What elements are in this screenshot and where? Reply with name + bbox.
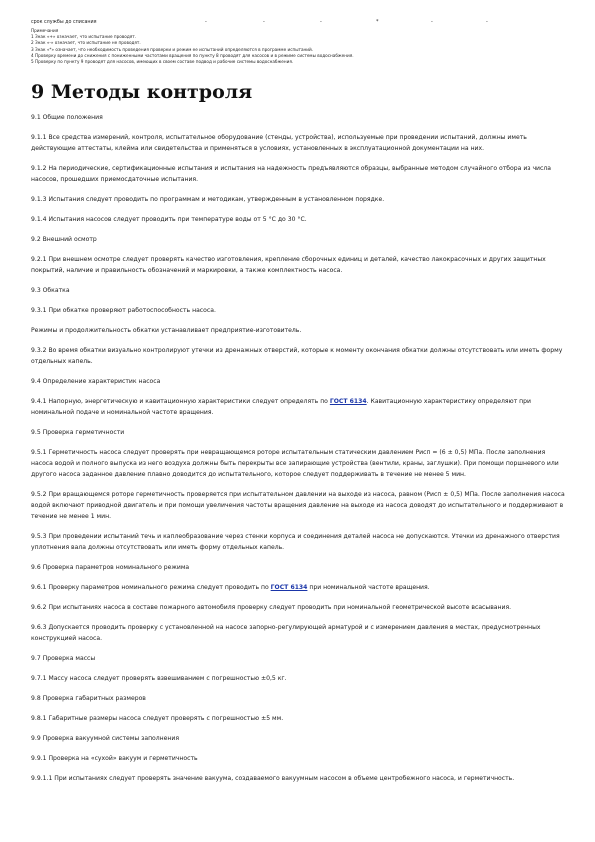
table-cell: * bbox=[376, 19, 379, 25]
paragraph: 9.3.1 При обкатке проверяют работоспособность насоса. bbox=[31, 307, 216, 314]
paragraph bbox=[31, 582, 565, 593]
table-notes bbox=[31, 28, 571, 65]
gost-link[interactable]: ГОСТ 6134 bbox=[270, 584, 308, 591]
subsection-title: 9.2 Внешний осмотр bbox=[31, 236, 97, 243]
section-body bbox=[31, 112, 565, 784]
paragraph: 9.9.1.1 При испытаниях следует проверять значение вакуума, создаваемого вакуумным насосом в объеме центробежного насоса, и герметичность. bbox=[31, 775, 515, 782]
table-cell: - bbox=[205, 19, 207, 25]
table-cell: - bbox=[486, 19, 488, 25]
paragraph: 9.3.2 Во время обкатки визуально контролируют утечки из дренажных отверстий, которые к моменту окончания обкатки должны отсутствовать или иметь форму отдельных капель. bbox=[31, 347, 563, 365]
subsection-title: 9.4 Определение характеристик насоса bbox=[31, 378, 161, 385]
paragraph: 9.8.1 Габаритные размеры насоса следует проверять с погрешностью ±5 мм. bbox=[31, 715, 284, 722]
paragraph-text: при номинальной частоте вращения. bbox=[307, 584, 430, 591]
paragraph: Режимы и продолжительность обкатки устанавливает предприятие-изготовитель. bbox=[31, 327, 302, 334]
table-row-label: срок службы до списания bbox=[31, 20, 97, 25]
paragraph: 9.5.1 Герметичность насоса следует проверять при невращающемся роторе испытательным статическим давлением Pисп = (6 ± 0,5) МПа. После заполнения насоса водой и полного выпуска из него воздуха должны быть перекрыты все запирающие устройства (вентили, краны, заглушки). При помощи поршневого или другого насоса заданное давление плавно доводится до испытательного, которое следует поддерживать в течение не менее 5 мин. bbox=[31, 449, 559, 478]
note-line: 5 Проверку по пункту 9 проводят для насосов, имеющих в своем составе подвод и рабочие системы водоснабжения. bbox=[31, 59, 294, 65]
table-cell: - bbox=[431, 19, 433, 25]
note-line: 3 Знак «*» означает, что необходимость проведения проверки и режим ее испытаний определяются в программе испытаний. bbox=[31, 46, 314, 52]
table-cell: - bbox=[320, 19, 322, 25]
paragraph: 9.1.1 Все средства измерений, контроля, испытательное оборудование (стенды, устройства), используемые при проведении испытаний, должны иметь действующие аттестаты, клейма или свидетельства и применяться в условиях, установленных в эксплуатационной документации на них. bbox=[31, 134, 527, 152]
note-line: 2 Знак «-» означает, что испытание не проводят. bbox=[31, 40, 141, 46]
table-cell: - bbox=[263, 19, 265, 25]
subsubsection-title: 9.9.1 Проверка на «сухой» вакуум и герметичность bbox=[31, 755, 198, 762]
subsection-title: 9.7 Проверка массы bbox=[31, 655, 96, 662]
paragraph bbox=[31, 396, 565, 418]
subsection-title: 9.9 Проверка вакуумной системы заполнения bbox=[31, 735, 180, 742]
notes-title: Примечания bbox=[31, 28, 59, 33]
paragraph: 9.1.2 На периодические, сертификационные испытания и испытания на надежность предъявляются образцы, выбранные методом случайного отбора из числа насосов, прошедших приемосдаточные испытания. bbox=[31, 165, 551, 183]
paragraph-text: 9.4.1 Напорную, энергетическую и кавитационную характеристики следует определять по bbox=[31, 398, 330, 405]
section-heading: 9 Методы контроля bbox=[31, 81, 253, 103]
paragraph: 9.5.3 При проведении испытаний течь и каплеобразование через стенки корпуса и соединения деталей насоса не допускаются. Утечки из дренажного отверстия уплотнения вала должны отсутствовать или иметь форму отдельных капель. bbox=[31, 533, 560, 551]
subsection-title: 9.1 Общие положения bbox=[31, 114, 103, 121]
subsection-title: 9.6 Проверка параметров номинального режима bbox=[31, 564, 190, 571]
note-line: 4 Проверку времени до снижения с пониженными частотами вращения по пункту 8 проводят для насосов и в режиме системы водоснабжения. bbox=[31, 52, 354, 58]
table-last-row bbox=[31, 19, 571, 27]
paragraph: 9.6.3 Допускается проводить проверку с установленной на насосе запорно-регулирующей арматурой и с измерением давления в местах, предусмотренных конструкцией насоса. bbox=[31, 624, 541, 642]
subsection-title: 9.3 Обкатка bbox=[31, 287, 70, 294]
paragraph: 9.1.3 Испытания следует проводить по программам и методикам, утвержденным в установленном порядке. bbox=[31, 196, 385, 203]
paragraph: 9.6.2 При испытаниях насоса в составе пожарного автомобиля проверку следует проводить при номинальной геометрической высоте всасывания. bbox=[31, 604, 512, 611]
paragraph: 9.5.2 При вращающемся роторе герметичность проверяется при испытательном давлении на выходе из насоса, равном (Pисп ± 0,5) МПа. После заполнения насоса водой включают приводной двигатель и при помощи увеличения частоты вращения давление на выходе из насоса доводят до испытательного и поддерживают в течение не менее 1 мин. bbox=[31, 491, 565, 520]
subsection-title: 9.8 Проверка габаритных размеров bbox=[31, 695, 146, 702]
paragraph: 9.2.1 При внешнем осмотре следует проверять качество изготовления, крепление сборочных единиц и деталей, качество лакокрасочных и других защитных покрытий, наличие и правильность обозначений и маркировки, а также комплектность насоса. bbox=[31, 256, 546, 274]
paragraph-text: . Кавитационную характеристику определяют при номинальной подаче и номинальной частоте вращения. bbox=[31, 398, 531, 416]
note-line: 1 Знак «+» означает, что испытание проводят. bbox=[31, 34, 137, 40]
paragraph: 9.7.1 Массу насоса следует проверять взвешиванием с погрешностью ±0,5 кг. bbox=[31, 675, 287, 682]
paragraph-text: 9.6.1 Проверку параметров номинального режима следует проводить по bbox=[31, 584, 271, 591]
subsection-title: 9.5 Проверка герметичности bbox=[31, 429, 125, 436]
gost-link[interactable]: ГОСТ 6134 bbox=[329, 398, 367, 405]
paragraph: 9.1.4 Испытания насосов следует проводить при температуре воды от 5 °С до 30 °С. bbox=[31, 216, 307, 223]
